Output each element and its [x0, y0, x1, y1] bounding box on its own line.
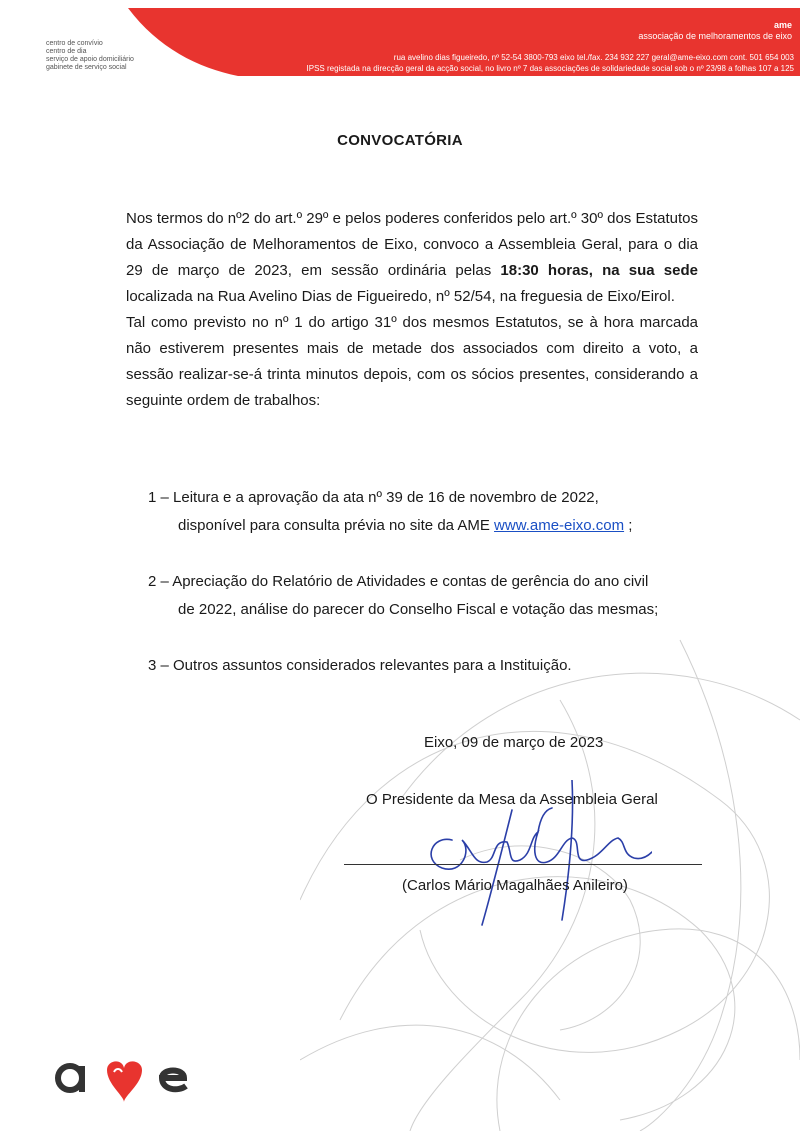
service-item: centro de dia [46, 48, 87, 55]
document-body [126, 206, 698, 414]
agenda-item [148, 652, 700, 680]
agenda-item-line: 2 – Apreciação do Relatório de Atividades e contas de gerência do ano civil [148, 573, 649, 590]
agenda-item-text: disponível para consulta prévia no site da AME [178, 517, 495, 534]
ipss-line: IPSS registada na direcção geral da acção social, no livro nº 7 das associações de solidariedade social sob o nº 23/98 a folhas 107 a 125 [306, 64, 794, 73]
services-list [46, 40, 134, 72]
handwritten-signature [412, 780, 652, 930]
signature-line [344, 864, 702, 865]
agenda-item [148, 568, 700, 624]
paragraph-text: localizada na Rua Avelino Dias de Figueiredo, nº 52/54, na freguesia de Eixo/Eirol. [126, 288, 675, 305]
agenda-item-text: ; [624, 517, 633, 534]
letterhead-band [128, 8, 800, 76]
org-name-block [638, 20, 792, 42]
president-title: O Presidente da Mesa da Assembleia Geral [366, 791, 658, 808]
contacts-line: rua avelino dias figueiredo, nº 52-54 3800-793 eixo tel./fax. 234 932 227 geral@ame-eixo.com cont. 501 654 003 [393, 53, 794, 62]
org-full-name: associação de melhoramentos de eixo [638, 31, 792, 41]
agenda-item-line [148, 512, 700, 540]
service-item: centro de convívio [46, 40, 103, 47]
ame-logo [52, 1052, 202, 1104]
agenda-item-line: de 2022, análise do parecer do Conselho Fiscal e votação das mesmas; [178, 601, 659, 618]
meeting-time-emphasis: 18:30 horas, na sua sede [500, 262, 698, 279]
agenda-item-line: 3 – Outros assuntos considerados relevantes para a Instituição. [148, 657, 572, 674]
website-link[interactable]: www.ame-eixo.com [494, 517, 625, 534]
org-contacts [307, 52, 794, 74]
place-date: Eixo, 09 de março de 2023 [424, 734, 604, 751]
paragraph-text: Nos termos do nº2 do art.º 29º e pelos poderes conferidos pelo art.º 30º dos Estatutos da Associação de Melhoramentos de Eixo, convoco a Assembleia Geral, para o dia 29 de março de 2023, em sessão ordinária pelas [126, 210, 698, 279]
service-item: gabinete de serviço social [46, 64, 127, 71]
service-item: serviço de apoio domiciliário [46, 56, 134, 63]
agenda-item-line: 1 – Leitura e a aprovação da ata nº 39 de 16 de novembro de 2022, [148, 489, 599, 506]
agenda-item [148, 484, 700, 540]
signer-name: (Carlos Mário Magalhães Anileiro) [402, 877, 628, 894]
paragraph-convocation [126, 206, 698, 310]
paragraph-quorum: Tal como previsto no nº 1 do artigo 31º dos mesmos Estatutos, se à hora marcada não estiverem presentes mais de metade dos associados com direito a voto, a sessão realizar-se-á trinta minutos depois, com os sócios presentes, considerando a seguinte ordem de trabalhos: [126, 314, 698, 409]
document-title: CONVOCATÓRIA [337, 132, 463, 149]
org-short-name: ame [773, 20, 792, 30]
